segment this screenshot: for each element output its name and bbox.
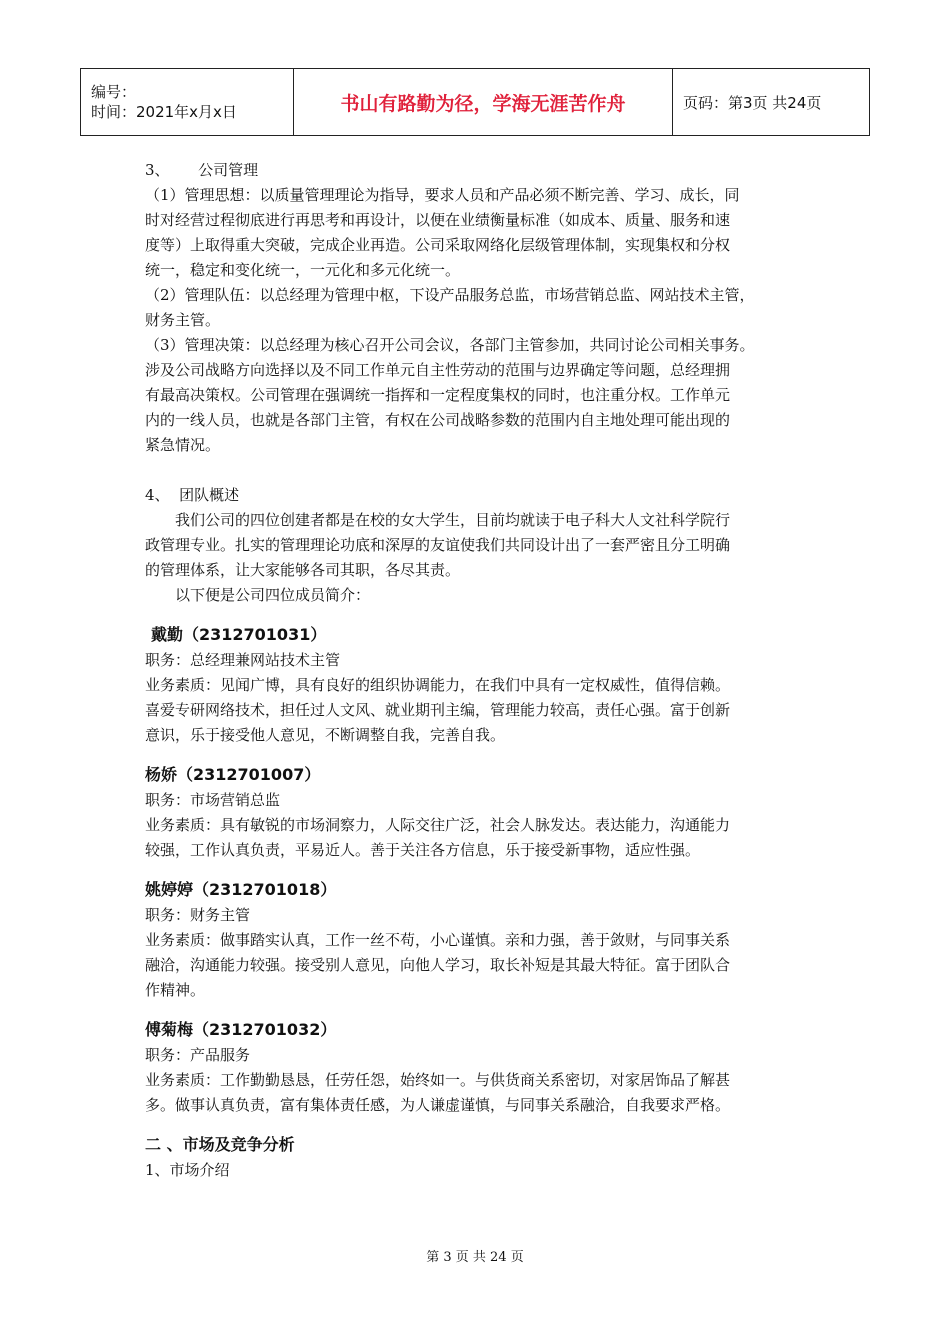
section2-title: 二 、市场及竞争分析 [145, 1135, 295, 1154]
paragraph-line: 时对经营过程彻底进行再思考和再设计，以便在业绩衡量标准（如成本、质量、服务和速 [145, 211, 731, 229]
time-label: 时间：2021年x月x日 [91, 103, 237, 121]
paragraph-line: 的管理体系，让大家能够各司其职，各尽其责。 [145, 561, 461, 579]
member-quality-line: 业务素质：见闻广博，具有良好的组织协调能力，在我们中具有一定权威性，值得信赖。 [145, 676, 731, 694]
paragraph-line: 政管理专业。扎实的管理理论功底和深厚的友谊使我们共同设计出了一套严密且分工明确 [145, 536, 731, 554]
paragraph-line: 有最高决策权。公司管理在强调统一指挥和一定程度集权的同时，也注重分权。工作单元 [145, 386, 731, 404]
paragraph-line: （2）管理队伍：以总经理为管理中枢，下设产品服务总监，市场营销总监、网站技术主管， [145, 286, 755, 304]
member-name: 杨娇（2312701007） [145, 765, 321, 784]
member-quality-line: 意识，乐于接受他人意见，不断调整自我，完善自我。 [145, 726, 506, 744]
member-role: 职务：财务主管 [145, 906, 251, 924]
member-name: 姚婷婷（2312701018） [145, 880, 337, 899]
paragraph-line: 内的一线人员，也就是各部门主管，有权在公司战略参数的范围内自主地处理可能出现的 [145, 411, 731, 429]
member-name: 戴勤（2312701031） [151, 625, 327, 644]
document-body [145, 158, 825, 1183]
member-role: 职务：总经理兼网站技术主管 [145, 651, 341, 669]
member-quality-line: 业务素质：具有敏锐的市场洞察力，人际交往广泛，社会人脉发达。表达能力，沟通能力 [145, 816, 731, 834]
number-label: 编号： [91, 83, 137, 101]
member-quality-line: 业务素质：做事踏实认真，工作一丝不苟，小心谨慎。亲和力强，善于敛财，与同事关系 [145, 931, 731, 949]
member-quality-line: 多。做事认真负责，富有集体责任感，为人谦虚谨慎，与同事关系融洽，自我要求严格。 [145, 1096, 731, 1114]
members-intro: 以下便是公司四位成员简介： [175, 586, 371, 604]
paragraph-line: 涉及公司战略方向选择以及不同工作单元自主性劳动的范围与边界确定等问题，总经理拥 [145, 361, 731, 379]
paragraph-line: 我们公司的四位创建者都是在校的女大学生，目前均就读于电子科大人文社科学院行 [175, 511, 731, 529]
motto: 书山有路勤为径，学海无涯苦作舟 [294, 69, 673, 136]
page-footer: 第 3 页 共 24 页 [426, 1250, 524, 1265]
member-role: 职务：产品服务 [145, 1046, 251, 1064]
member-name: 傅菊梅（2312701032） [145, 1020, 337, 1039]
paragraph-line: 统一，稳定和变化统一，一元化和多元化统一。 [145, 261, 461, 279]
paragraph-line: （1）管理思想：以质量管理理论为指导，要求人员和产品必须不断完善、学习、成长，同 [145, 186, 740, 204]
member-quality-line: 作精神。 [145, 981, 206, 999]
member-quality-line: 喜爱专研网络技术，担任过人文风、就业期刊主编，管理能力较高，责任心强。富于创新 [145, 701, 731, 719]
paragraph-line: 紧急情况。 [145, 436, 221, 454]
paragraph-line: 财务主管。 [145, 311, 221, 329]
header-table [80, 68, 870, 136]
section3-heading: 3、 公司管理 [145, 161, 259, 179]
page-info: 页码：第3页 共24页 [673, 69, 870, 136]
paragraph-line: 度等）上取得重大突破，完成企业再造。公司采取网络化层级管理体制，实现集权和分权 [145, 236, 731, 254]
member-quality-line: 业务素质：工作勤勤恳恳，任劳任怨，始终如一。与供货商关系密切，对家居饰品了解甚 [145, 1071, 731, 1089]
header-left-cell [81, 69, 294, 136]
member-role: 职务：市场营销总监 [145, 791, 281, 809]
section2-sub: 1、市场介绍 [145, 1161, 230, 1179]
member-quality-line: 融洽，沟通能力较强。接受别人意见，向他人学习，取长补短是其最大特征。富于团队合 [145, 956, 731, 974]
paragraph-line: （3）管理决策：以总经理为核心召开公司会议，各部门主管参加，共同讨论公司相关事务。 [145, 336, 755, 354]
section4-heading: 4、 团队概述 [145, 486, 240, 504]
member-quality-line: 较强，工作认真负责，平易近人。善于关注各方信息，乐于接受新事物，适应性强。 [145, 841, 701, 859]
